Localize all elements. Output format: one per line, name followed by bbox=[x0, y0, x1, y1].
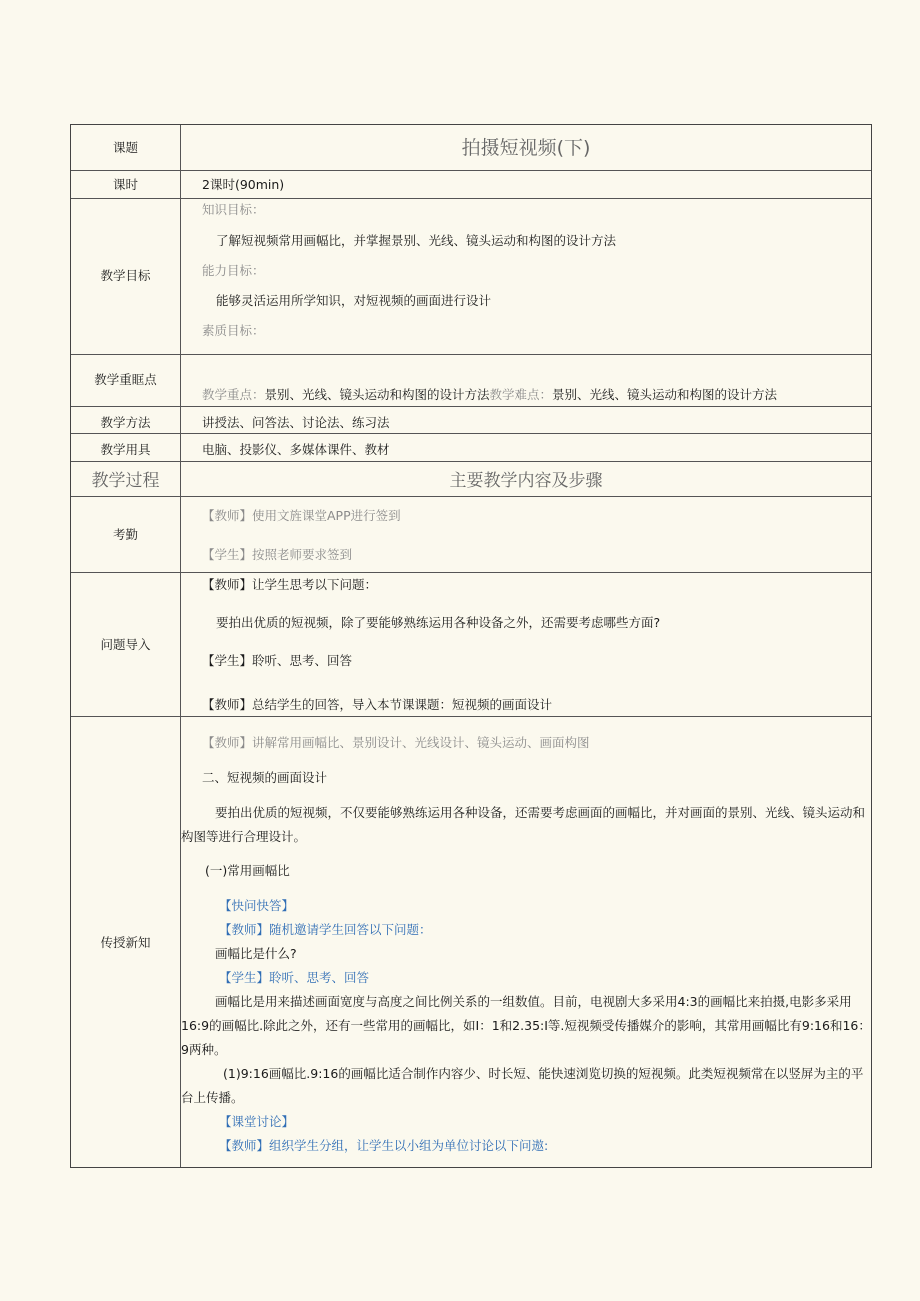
row-divider bbox=[71, 354, 871, 355]
row-divider bbox=[71, 716, 871, 717]
question-2: 画幅比是什么? bbox=[215, 946, 297, 961]
section-heading: 二、短视频的画面设计 bbox=[202, 770, 328, 785]
lesson-plan-table bbox=[70, 124, 872, 1168]
process-header: 教学过程 bbox=[91, 471, 160, 491]
method-value: 讲授法、问答法、讨论法、练习法 bbox=[202, 415, 390, 430]
key-heading: 教学重点： bbox=[202, 387, 265, 402]
intro-student: 【学生】聆听、思考、回答 bbox=[202, 653, 353, 668]
teach-teacher-2: 【教师】随机邀请学生回答以下问题： bbox=[219, 922, 432, 937]
keypoints-line bbox=[202, 387, 777, 403]
attendance-student: 【学生】按照老师要求签到 bbox=[202, 547, 353, 562]
attendance-label: 考勤 bbox=[112, 527, 138, 542]
paragraph-2: 画幅比是用来描述画面宽度与高度之间比例关系的一组数值。目前，电视剧大多采用4:3的画幅比来拍摄,电影多采用16:9的画幅比.除此之外，还有一些常用的画幅比，如I：1和2.35:I等.短视频受传播媒介的影响，其常用画幅比有9:16和16：9两种。 bbox=[181, 994, 871, 1057]
knowledge-goal-heading: 知识目标： bbox=[202, 202, 265, 217]
teach-student: 【学生】聆听、思考、回答 bbox=[219, 970, 370, 985]
teach-teacher-3: 【教师】组织学生分组，让学生以小组为单位讨论以下问遨: bbox=[219, 1138, 549, 1153]
row-divider bbox=[71, 572, 871, 573]
knowledge-goal: 了解短视频常用画幅比，并掌握景别、光线、镜头运动和构图的设计方法 bbox=[216, 233, 617, 248]
quality-goal-heading: 素质目标： bbox=[202, 323, 265, 338]
difficulty-points: 景别、光线、镜头运动和构图的设计方法 bbox=[552, 387, 778, 402]
hours-value: 2课时(90min) bbox=[202, 177, 285, 192]
method-label: 教学方法 bbox=[100, 415, 151, 430]
row-divider bbox=[71, 433, 871, 434]
hours-label: 课时 bbox=[112, 177, 138, 192]
tools-label: 教学用具 bbox=[100, 442, 151, 457]
paragraph-1: 要拍出优质的短视频，不仅要能够熟练运用各种设备，还需要考虑画面的画幅比，并对画面的景别、光线、镜头运动和构图等进行合理设计。 bbox=[181, 805, 866, 844]
key-points: 景别、光线、镜头运动和构图的设计方法 bbox=[264, 387, 490, 402]
teach-teacher-1: 【教师】讲解常用画幅比、景别设计、光线设计、镜头运动、画面构图 bbox=[202, 735, 590, 750]
lesson-title: 拍摄短视频(下) bbox=[461, 137, 591, 159]
difficulty-heading: 教学难点： bbox=[489, 387, 553, 402]
row-divider bbox=[71, 198, 871, 199]
intro-question: 要拍出优质的短视频，除了要能够熟练运用各种设备之外，还需要考虑哪些方面? bbox=[216, 615, 661, 630]
ability-goal-heading: 能力目标： bbox=[202, 263, 265, 278]
subsection-heading: (一)常用画幅比 bbox=[205, 863, 290, 878]
row-divider bbox=[71, 170, 871, 171]
attendance-teacher: 【教师】使用文旌课堂APP进行签到 bbox=[202, 508, 401, 523]
keypoints-label: 教学重眶点 bbox=[94, 372, 157, 387]
ability-goal: 能够灵活运用所学知识，对短视频的画面进行设计 bbox=[216, 293, 492, 308]
intro-teacher-2: 【教师】总结学生的回答，导入本节课课题：短视频的画面设计 bbox=[202, 697, 553, 712]
teach-label: 传授新知 bbox=[100, 935, 151, 950]
row-divider bbox=[71, 406, 871, 407]
class-discussion-tag: 【课堂讨论】 bbox=[219, 1114, 295, 1129]
title-label: 课题 bbox=[112, 140, 138, 155]
intro-label: 问题导入 bbox=[100, 637, 151, 652]
goals-label: 教学目标 bbox=[100, 268, 151, 283]
tools-value: 电脑、投影仪、多媒体课件、教材 bbox=[202, 442, 390, 457]
row-divider bbox=[71, 461, 871, 462]
intro-teacher-1: 【教师】让学生思考以下问题： bbox=[202, 577, 378, 592]
content-header: 主要教学内容及步骤 bbox=[449, 471, 603, 491]
paragraph-3: (1)9:16画幅比.9:16的画幅比适合制作内容少、时长短、能快速浏览切换的短视频。此类短视频常在以竖屏为主的平台上传播。 bbox=[181, 1066, 864, 1105]
row-divider bbox=[71, 496, 871, 497]
quick-qa-tag: 【快问快答】 bbox=[219, 898, 295, 913]
